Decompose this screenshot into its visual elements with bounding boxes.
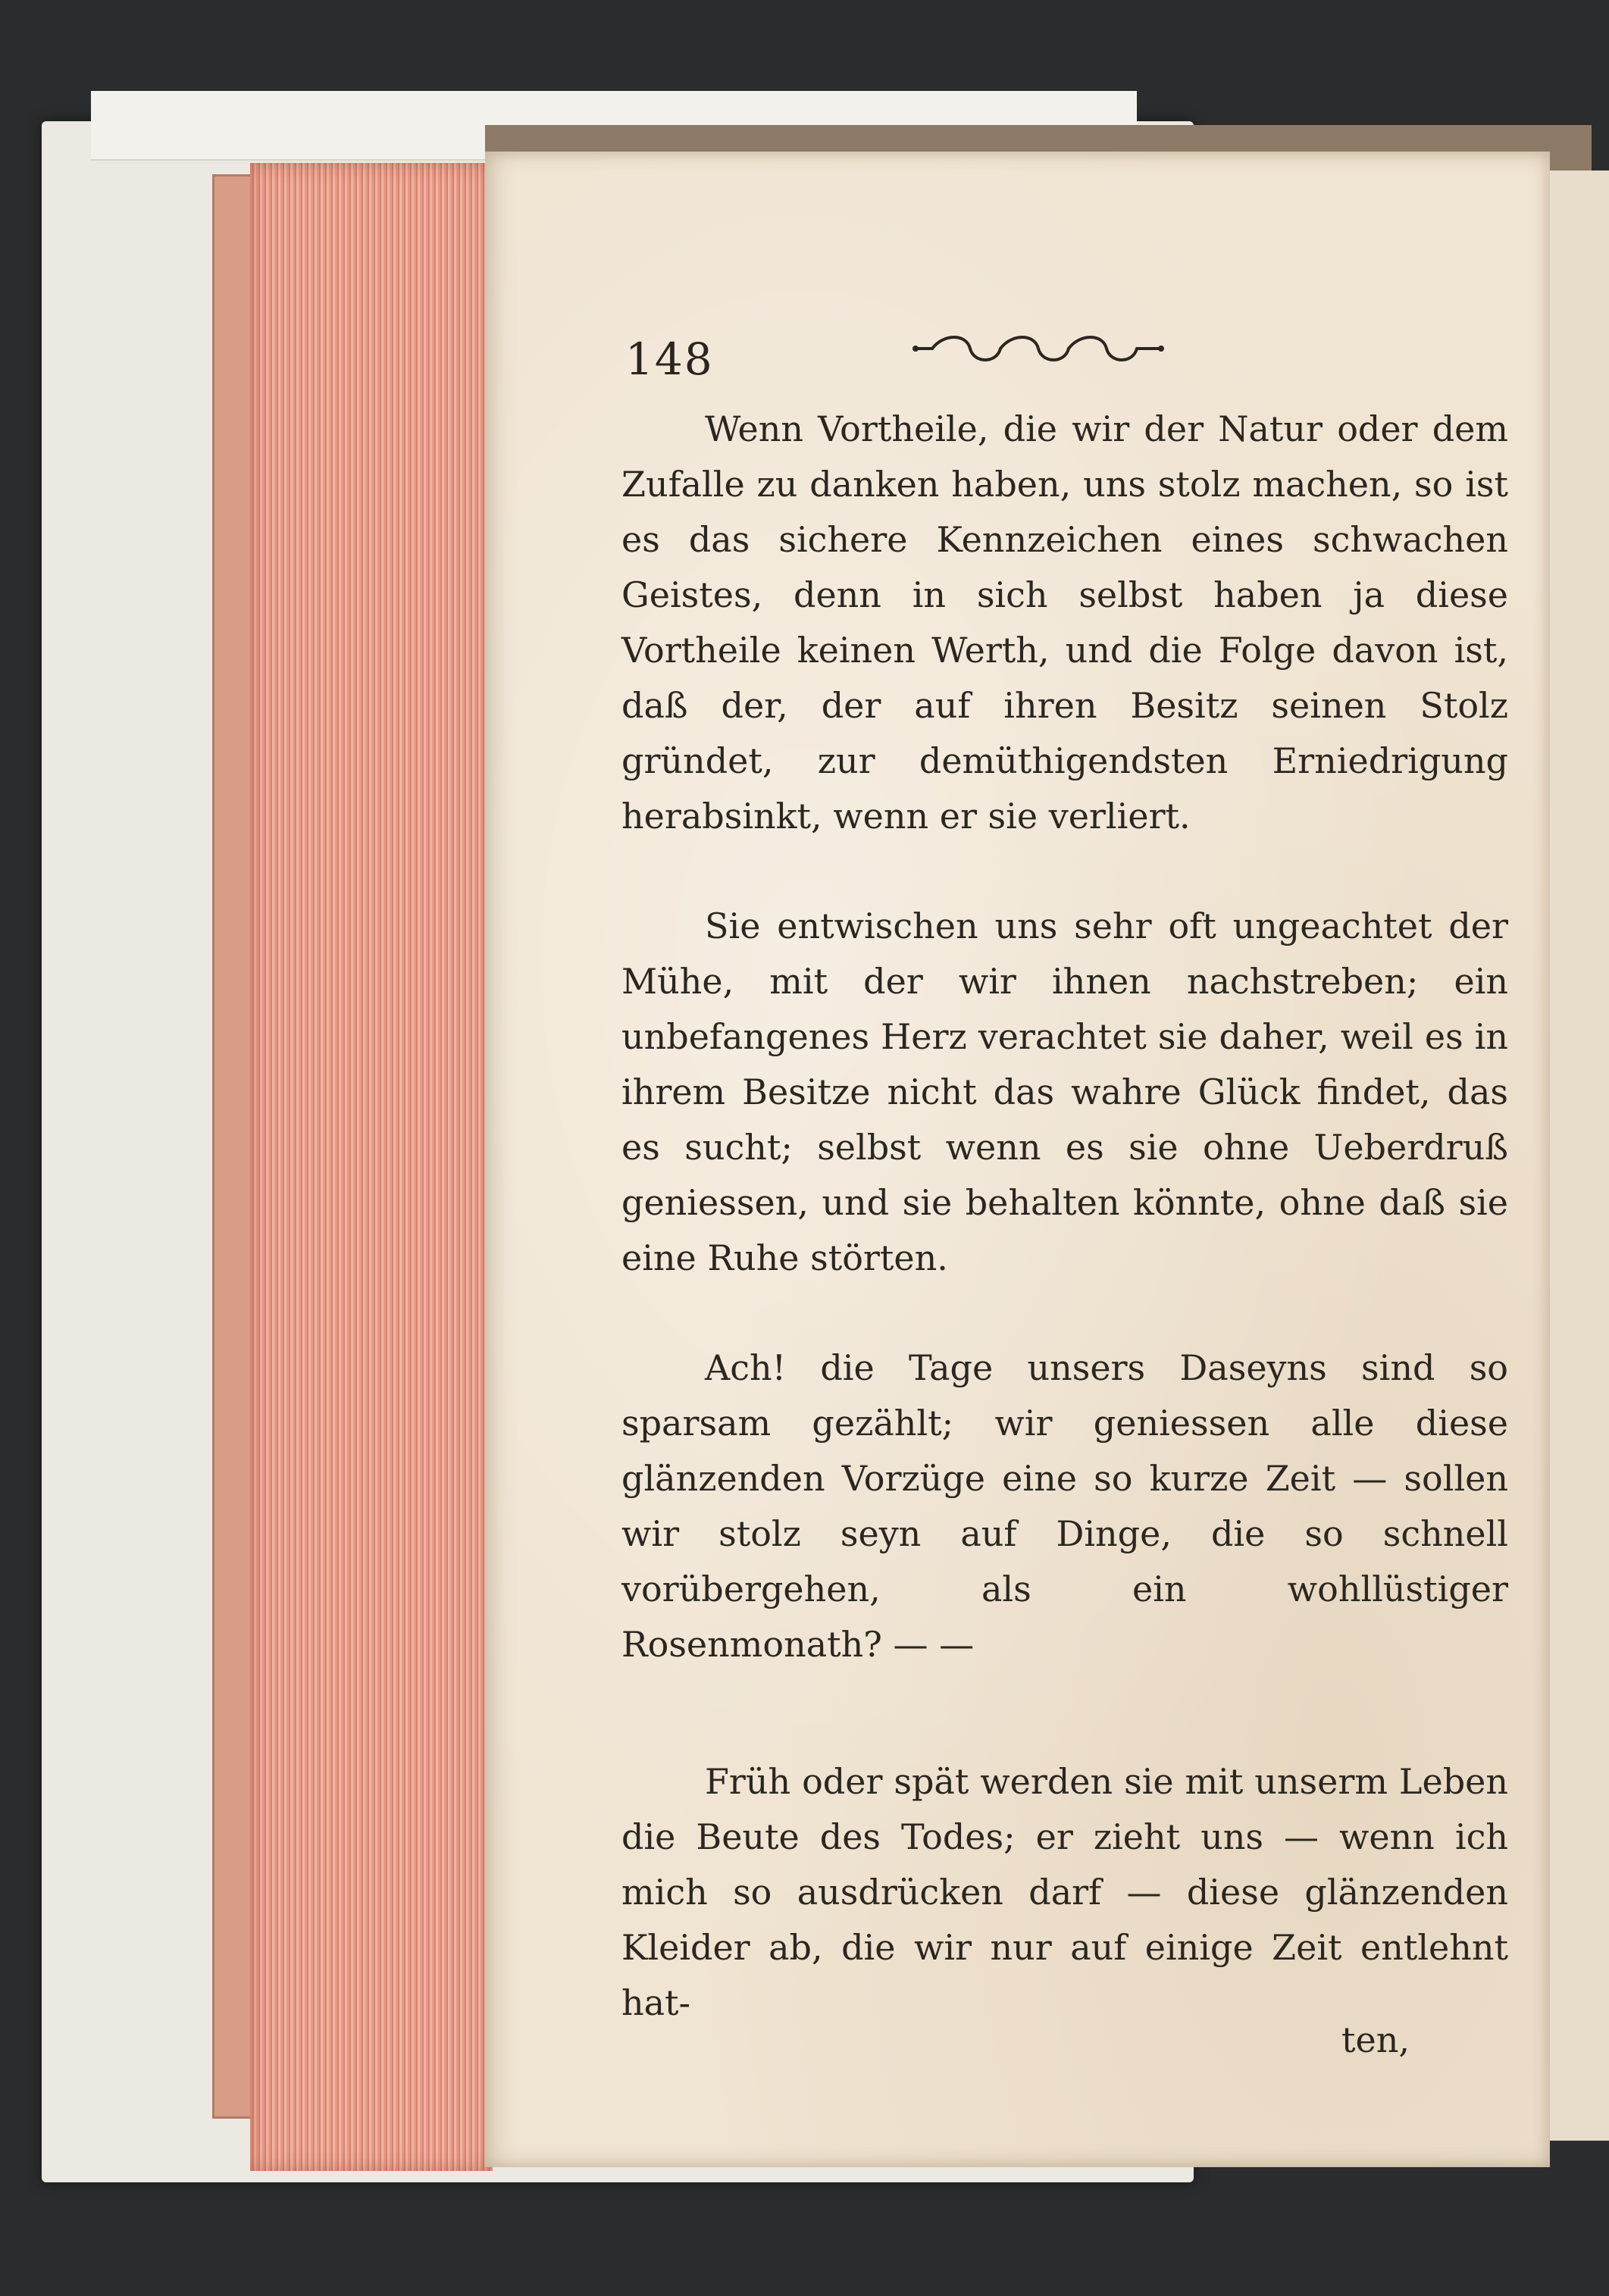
paragraph-3: Ach! die Tage unsers Daseyns sind so sparsam gezählt; wir geniessen alle diese glänzenden Vorzüge eine so kurze Zeit — sollen wir stolz seyn auf Dinge, die so schnell vorübergehen, als ein wohllüstiger Rosenmonath? — —: [621, 1347, 1508, 1665]
paragraph-2: Sie entwischen uns sehr oft ungeachtet der Mühe, mit der wir ihnen nachstreben; ein unbefangenes Herz verachtet sie daher, weil es in ihrem Besitze nicht das wahre Glück findet, das es sucht; selbst wenn es sie ohne Ueberdruß geniessen, und sie behalten könnte, ohne daß sie eine Ruhe störten.: [621, 906, 1508, 1278]
page-edges-red: [250, 163, 493, 2171]
paragraph-4: Früh oder spät werden sie mit unserm Leben die Beute des Todes; er zieht uns — wenn ich mich so ausdrücken darf — diese glänzenden Kleider ab, die wir nur auf einige Zeit entlehnt hat-: [621, 1761, 1508, 2023]
page-number: 148: [625, 333, 714, 385]
book-page: [485, 152, 1550, 2167]
body-text: [621, 402, 1508, 2031]
paragraph-1: Wenn Vortheile, die wir der Natur oder dem Zufalle zu danken haben, uns stolz machen, so ist es das sichere Kennzeichen eines schwachen Geistes, denn in sich selbst haben ja diese Vortheile keinen Werth, und die Folge davon ist, daß der, der auf ihren Besitz seinen Stolz gründet, zur demüthigendsten Erniedrigung herabsinkt, wenn er sie verliert.: [621, 408, 1508, 837]
catchword: ten,: [1341, 2019, 1410, 2060]
decorative-vine-ornament-icon: [909, 330, 1167, 368]
